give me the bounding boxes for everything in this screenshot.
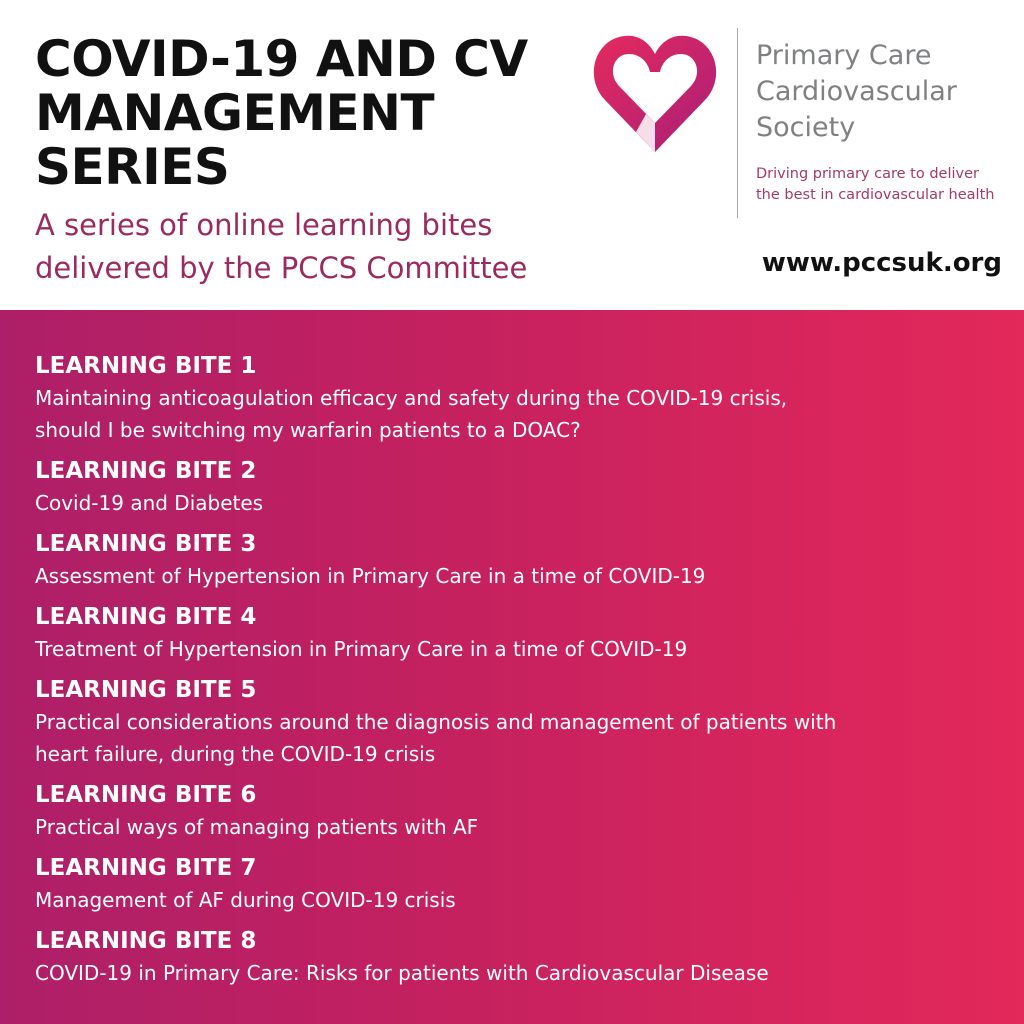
heart-icon	[592, 28, 718, 154]
website-link[interactable]: www.pccsuk.org	[761, 248, 1002, 278]
learning-bite-item	[35, 350, 995, 446]
tagline-line: Driving primary care to deliver	[756, 166, 979, 182]
learning-bite-item	[35, 455, 995, 519]
organization-tagline	[756, 164, 994, 206]
page-title	[35, 32, 528, 194]
learning-bite-heading: LEARNING BITE 3	[35, 531, 257, 557]
learning-bite-description: Covid-19 and Diabetes	[35, 491, 264, 515]
tagline-line: the best in cardiovascular health	[756, 187, 995, 203]
logo-divider	[737, 28, 738, 218]
organization-name-line: Primary Care	[756, 40, 932, 71]
subtitle-line: delivered by the PCCS Committee	[35, 251, 528, 285]
learning-bite-item	[35, 674, 995, 770]
learning-bite-item	[35, 852, 995, 916]
page-title-line: COVID-19 AND CV	[35, 30, 528, 88]
subtitle-line: A series of online learning bites	[35, 208, 493, 242]
learning-bite-heading: LEARNING BITE 6	[35, 782, 257, 808]
learning-bite-item	[35, 601, 995, 665]
learning-bite-description: Practical considerations around the diagnosis and management of patients with heart failure, during the COVID-19 crisis	[35, 710, 837, 766]
page-title-line: SERIES	[35, 138, 230, 196]
learning-bite-description: Practical ways of managing patients with AF	[35, 815, 479, 839]
learning-bite-heading: LEARNING BITE 4	[35, 604, 257, 630]
learning-bite-heading: LEARNING BITE 1	[35, 353, 257, 379]
learning-bite-heading: LEARNING BITE 8	[35, 928, 257, 954]
learning-bite-description: COVID-19 in Primary Care: Risks for patients with Cardiovascular Disease	[35, 961, 769, 985]
learning-bites-list	[35, 350, 995, 998]
learning-bites-panel	[0, 310, 1024, 1024]
learning-bite-heading: LEARNING BITE 7	[35, 855, 257, 881]
page-title-line: MANAGEMENT	[35, 84, 435, 142]
learning-bite-item	[35, 925, 995, 989]
organization-name-line: Society	[756, 112, 856, 143]
learning-bite-heading: LEARNING BITE 2	[35, 458, 257, 484]
learning-bite-description: Assessment of Hypertension in Primary Care in a time of COVID-19	[35, 564, 706, 588]
learning-bite-item	[35, 528, 995, 592]
header	[0, 0, 1024, 310]
learning-bite-item	[35, 779, 995, 843]
learning-bite-heading: LEARNING BITE 5	[35, 677, 257, 703]
page-subtitle	[35, 204, 527, 290]
organization-name-line: Cardiovascular	[756, 76, 957, 107]
learning-bite-description: Management of AF during COVID-19 crisis	[35, 888, 456, 912]
organization-name	[756, 38, 957, 146]
learning-bite-description: Maintaining anticoagulation efficacy and safety during the COVID-19 crisis, should I be switching my warfarin patients to a DOAC?	[35, 386, 788, 442]
learning-bite-description: Treatment of Hypertension in Primary Care in a time of COVID-19	[35, 637, 688, 661]
